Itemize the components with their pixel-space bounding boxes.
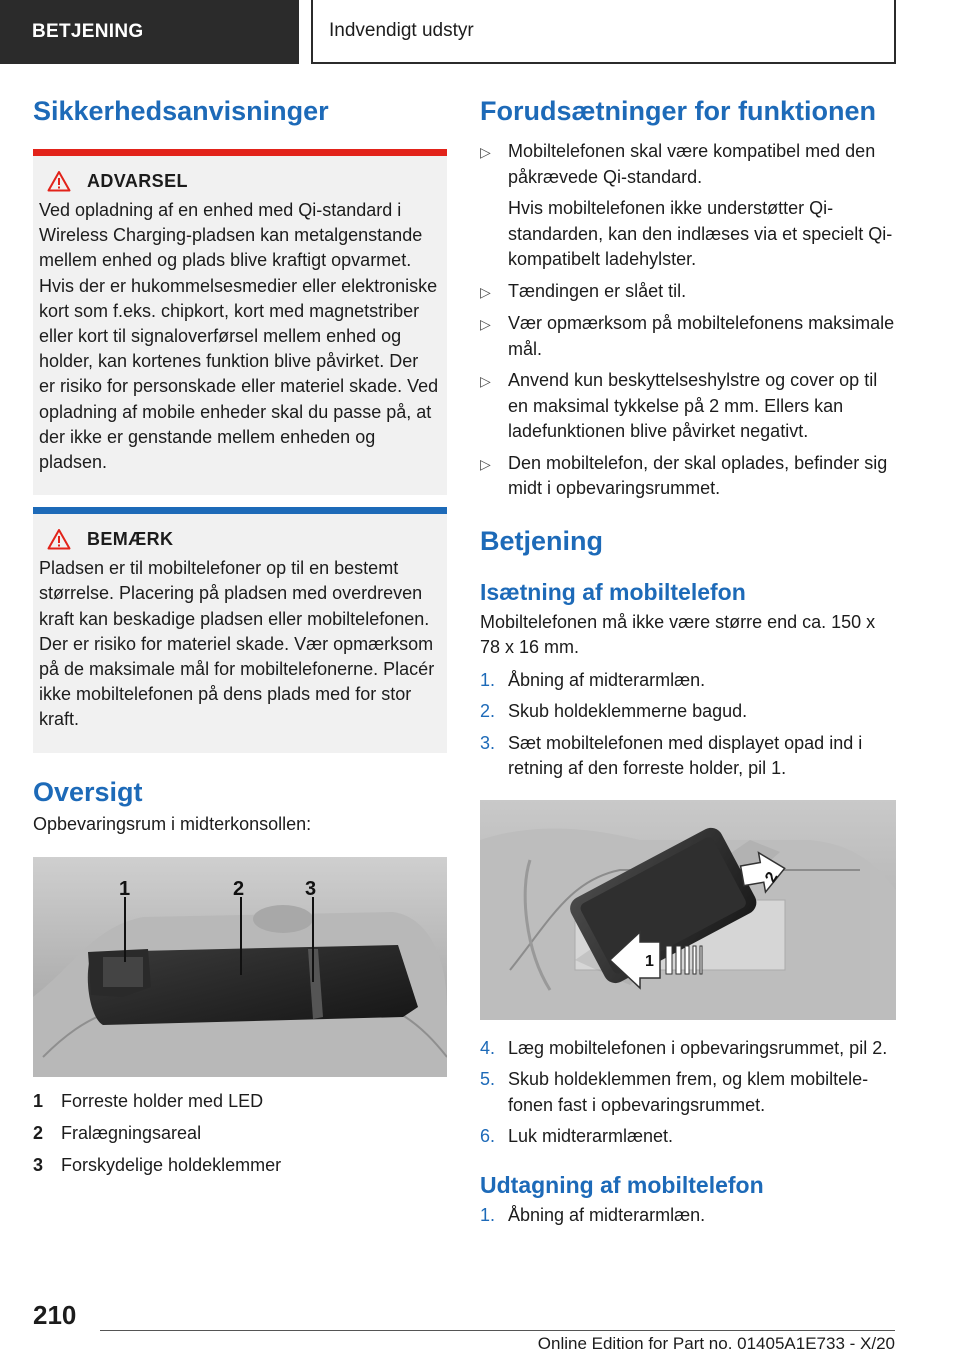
warning-header xyxy=(39,170,439,192)
warning-triangle-icon xyxy=(47,528,71,550)
notice-header xyxy=(39,528,439,550)
bullet-marker: ▷ xyxy=(480,144,491,160)
list-item-note: Hvis mobiltelefonen ikke understøtter Qi-standarden, kan den indlæses via et specielt Qi-kompatibelt ladehylster. xyxy=(508,198,893,269)
list-item-text: Vær opmærksom på mobiltelefonens maksimale mål. xyxy=(508,313,895,359)
list-item-text: Den mobiltelefon, der skal oplades, befinder sig midt i opbevaringsrummet. xyxy=(508,452,888,498)
left-column xyxy=(33,96,447,1181)
requirements-title: Forudsætninger for funktionen xyxy=(480,96,876,126)
figure-legend xyxy=(33,1085,447,1181)
list-item-text: Tændingen er slået til. xyxy=(508,280,687,301)
warning-text: Ved opladning af en enhed med Qi-standard i Wireless Charging-pladsen kan metalgenstande mellem enhed og plads blive kraftigt opvarmet. Hvis der er hukommelsesmedier eller elektroniske kort som f.eks. chipkort, kort med magnetstriber eller kort til signaloverførsel mellem enhed og holder, kan kortenes funktion blive påvirket. Der er risiko for personskade eller materiel skade. Ved opladning af mobile enheder skal du passe på, at der ikke er genstande mellem enheden og pladsen. xyxy=(39,200,439,473)
step-num: 3. xyxy=(480,732,496,753)
step-item xyxy=(480,668,896,694)
step-text: Sæt mobiltelefonen med displayet opad ind i retning af den forreste holder, pil 1. xyxy=(508,732,863,778)
legend-item xyxy=(33,1117,447,1149)
notice-text: Pladsen er til mobiltelefoner op til en bestemt størrelse. Placering på pladsen med overdreven kraft kan beskadige pladsen eller mobiltelefonen. Der er risiko for materiel skade. Vær opmærksom på de maksimale mål for mobiltelefonerne. Placér ikke mobiltelefonen på dens plads med for stor kraft. xyxy=(39,558,435,730)
step-item xyxy=(480,699,896,725)
warning-triangle-icon xyxy=(47,170,71,192)
step-num: 4. xyxy=(480,1037,496,1058)
console-illustration xyxy=(33,857,447,1077)
right-column xyxy=(480,96,896,1228)
bullet-marker: ▷ xyxy=(480,316,491,332)
phone-insert-illustration xyxy=(480,800,896,1020)
section-label: BETJENING xyxy=(32,21,144,42)
arrow-label-1: 1 xyxy=(645,952,654,970)
legend-num: 1 xyxy=(33,1090,44,1111)
list-item xyxy=(480,368,896,445)
step-item xyxy=(480,731,896,782)
insert-title: Isætning af mobiltelefon xyxy=(480,578,746,605)
warning-box xyxy=(33,149,447,495)
legend-item xyxy=(33,1085,447,1117)
step-num: 2. xyxy=(480,701,496,721)
step-item xyxy=(480,1036,896,1062)
arrow-label-2: 2 xyxy=(762,868,782,885)
safety-title: Sikkerhedsanvisninger xyxy=(33,96,329,126)
step-num: 1. xyxy=(480,1204,496,1225)
list-item xyxy=(480,139,896,273)
step-num: 1. xyxy=(480,669,496,690)
insert-steps-continued xyxy=(480,1036,896,1150)
step-text: Læg mobiltelefonen i opbevaringsrummet, pil 2. xyxy=(508,1037,888,1058)
list-item xyxy=(480,451,896,502)
bullet-marker: ▷ xyxy=(480,455,491,472)
overview-intro: Opbevaringsrum i midterkonsollen: xyxy=(33,813,312,834)
figure-label-2: 2 xyxy=(233,877,245,900)
footer-divider xyxy=(100,1330,895,1331)
step-num: 6. xyxy=(480,1126,496,1146)
insert-steps xyxy=(480,668,896,782)
list-item xyxy=(480,311,896,362)
chapter-label: Indvendigt udstyr xyxy=(329,20,474,41)
page-number: 210 xyxy=(33,1300,77,1330)
overview-title: Oversigt xyxy=(33,776,143,807)
console-figure xyxy=(33,857,447,1077)
list-item-text: Mobiltelefonen skal være kompatibel med den påkrævede Qi-standard. xyxy=(508,141,876,187)
insert-intro: Mobiltelefonen må ikke være større end ca. 150 x 78 x 16 mm. xyxy=(480,611,876,657)
legend-num: 2 xyxy=(33,1122,44,1143)
step-item xyxy=(480,1203,896,1229)
step-num: 5. xyxy=(480,1069,496,1089)
requirements-list xyxy=(480,139,896,502)
remove-steps xyxy=(480,1203,896,1229)
legend-text: Forreste holder med LED xyxy=(61,1090,264,1111)
step-text: Åbning af midterarmlæn. xyxy=(508,669,706,690)
section-tab xyxy=(0,0,299,64)
legend-text: Fralægningsareal xyxy=(61,1122,202,1143)
step-text: Skub holdeklemmen frem, og klem mobiltelefonen fast i opbevaringsrummet. xyxy=(508,1069,869,1115)
bullet-marker: ▷ xyxy=(480,373,491,389)
list-item xyxy=(480,279,896,306)
step-text: Luk midterarmlænet. xyxy=(508,1126,674,1146)
notice-box xyxy=(33,507,447,752)
bullet-marker: ▷ xyxy=(480,283,491,300)
legend-item xyxy=(33,1149,447,1181)
notice-title: BEMÆRK xyxy=(87,528,174,549)
step-text: Skub holdeklemmerne bagud. xyxy=(508,701,748,721)
legend-text: Forskydelige holdeklemmer xyxy=(61,1154,282,1175)
legend-num: 3 xyxy=(33,1154,44,1175)
step-text: Åbning af midterarmlæn. xyxy=(508,1204,706,1225)
chapter-tab xyxy=(311,0,896,64)
phone-insert-figure xyxy=(480,800,896,1020)
warning-title: ADVARSEL xyxy=(87,170,188,191)
edition-note: Online Edition for Part no. 01405A1E733 - X/20 xyxy=(537,1334,895,1353)
step-item xyxy=(480,1124,896,1150)
step-item xyxy=(480,1067,896,1118)
remove-title: Udtagning af mobiltelefon xyxy=(480,1171,764,1198)
operation-title: Betjening xyxy=(480,525,604,556)
list-item-text: Anvend kun beskyttelseshylstre og cover op til en maksimal tykkelse på 2 mm. Ellers kan ladefunktionen blive påvirket negativt. xyxy=(508,370,878,441)
figure-label-1: 1 xyxy=(119,877,131,900)
figure-label-3: 3 xyxy=(305,877,317,900)
